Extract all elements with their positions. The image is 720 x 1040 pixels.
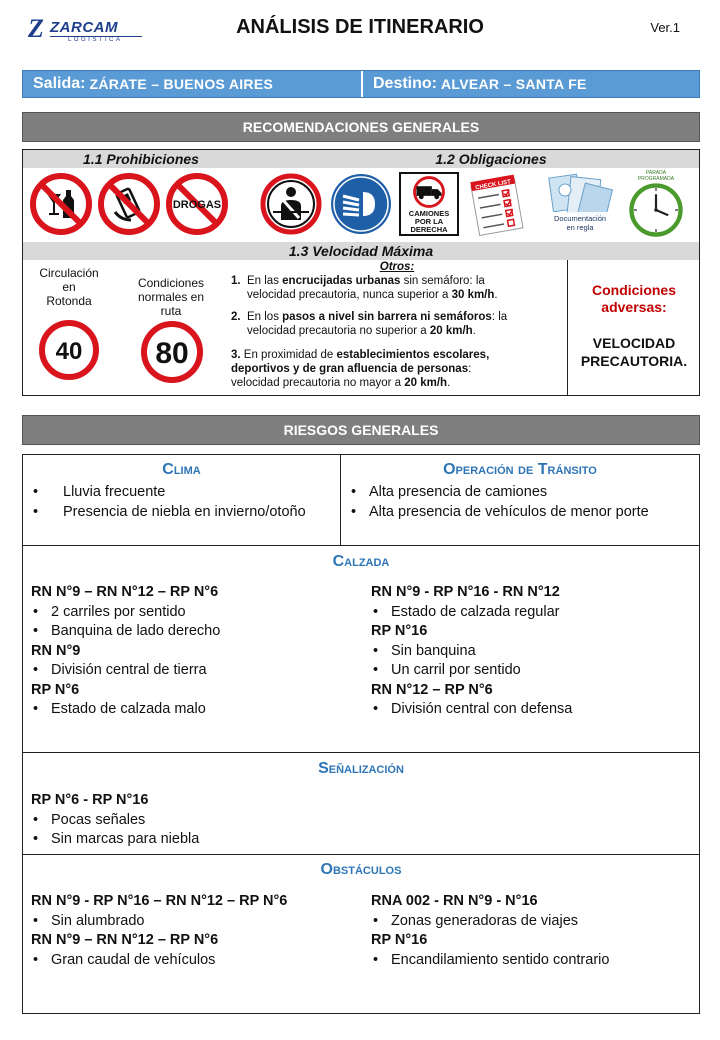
documents-icon xyxy=(547,172,613,236)
trucks-label-line: DERECHA xyxy=(410,225,448,234)
item-bold: pasos a nivel sin barrera ni semáforos xyxy=(282,311,492,323)
trucks-label-line: CAMIONES xyxy=(408,209,450,218)
seatbelt-icon xyxy=(259,172,323,236)
item-number: 3. xyxy=(231,349,241,361)
document-title: ANÁLISIS DE ITINERARIO xyxy=(236,16,484,38)
roundabout-label-line: Rotonda xyxy=(46,294,92,308)
road-heading: RN N°9 – RN N°12 – RP N°6 xyxy=(31,932,219,948)
checklist-label: CHECK LIST xyxy=(474,179,512,192)
clima-item: • Presencia de niebla en invierno/otoño xyxy=(31,503,306,523)
logo-subtitle: LOGISTICA xyxy=(68,37,123,43)
transito-title: Operación de Tránsito xyxy=(443,461,597,478)
item-bold: encrucijadas urbanas xyxy=(282,275,401,287)
others-item-3 xyxy=(231,348,567,390)
speed-limit-40-sign xyxy=(39,320,99,380)
calzada-item: • División central con defensa xyxy=(371,700,572,720)
company-logo xyxy=(28,16,140,46)
route-bar xyxy=(22,70,700,98)
calzada-item: • División central de tierra xyxy=(31,661,220,681)
destination-value: ALVEAR – SANTA FE xyxy=(441,76,587,92)
headlights-icon xyxy=(329,172,393,236)
clima-list xyxy=(31,483,306,522)
others-block xyxy=(227,260,567,389)
road-heading: RP N°16 xyxy=(371,932,428,948)
adverse-body-line: VELOCIDAD xyxy=(592,335,676,351)
adverse-title-line: Condiciones xyxy=(591,282,676,298)
documents-label-line: Documentación xyxy=(553,214,607,223)
documents-text xyxy=(547,214,613,232)
item-text: velocidad precautoria, nunca superior a xyxy=(247,289,452,301)
calzada-item: • 2 carriles por sentido xyxy=(31,603,220,623)
normal-label-line: ruta xyxy=(160,304,182,318)
obstaculos-item: • Gran caudal de vehículos xyxy=(31,951,287,971)
senalizacion-item: • Pocas señales xyxy=(31,811,199,831)
icons-row xyxy=(23,168,699,240)
recommendations-box xyxy=(22,149,700,396)
obstaculos-item: • Encandilamiento sentido contrario xyxy=(371,951,609,971)
normal-conditions-label xyxy=(127,276,215,318)
item-text: En las xyxy=(246,275,283,287)
max-speed-title: 1.3 Velocidad Máxima xyxy=(23,242,699,260)
documents-label-line: en regla xyxy=(566,223,594,232)
logo-mark: Z xyxy=(28,14,44,43)
risks-header: RIESGOS GENERALES xyxy=(22,415,700,445)
item-text: . xyxy=(494,289,498,301)
road-heading: RP N°6 xyxy=(31,681,80,698)
item-text: En los xyxy=(246,311,283,323)
item-bold: 20 km/h xyxy=(404,377,448,389)
item-bold: deportivos y de gran afluencia de personas xyxy=(231,363,469,375)
normal-label-line: Condiciones xyxy=(137,276,205,290)
transito-item: • Alta presencia de camiones xyxy=(349,483,649,503)
calzada-item: • Un carril por sentido xyxy=(371,661,572,681)
item-text: velocidad precautoria no superior a xyxy=(247,325,430,337)
roundabout-label xyxy=(29,266,109,308)
item-text: velocidad precautoria no mayor a xyxy=(231,377,405,389)
trucks-label-line: POR LA xyxy=(414,217,444,226)
item-bold: 20 km/h xyxy=(429,325,473,337)
stop-label xyxy=(623,170,689,182)
obstaculos-item: • Zonas generadoras de viajes xyxy=(371,912,609,932)
road-heading: RP N°6 - RP N°16 xyxy=(31,792,149,808)
origin-value: ZÁRATE – BUENOS AIRES xyxy=(89,76,274,92)
transito-item: • Alta presencia de vehículos de menor porte xyxy=(349,503,649,523)
drugs-label: DROGAS xyxy=(172,199,222,211)
item-text: En proximidad de xyxy=(243,349,337,361)
road-heading: RN N°9 xyxy=(31,642,81,659)
item-bold: establecimientos escolares, xyxy=(336,349,490,361)
adverse-body xyxy=(568,334,700,370)
trucks-right-icon xyxy=(399,172,459,236)
calzada-right xyxy=(371,583,572,720)
calzada-item: • Sin banquina xyxy=(371,642,572,662)
row-divider xyxy=(23,752,699,753)
normal-label-line: normales en xyxy=(137,290,205,304)
others-item-2 xyxy=(231,310,567,338)
obstaculos-title: Obstáculos xyxy=(320,861,402,878)
road-heading: RNA 002 - RN N°9 - N°16 xyxy=(371,893,538,909)
row-divider xyxy=(23,854,699,855)
row-divider xyxy=(23,545,699,546)
calzada-title: Calzada xyxy=(332,553,390,570)
adverse-conditions-box xyxy=(567,260,699,396)
senalizacion-list xyxy=(31,791,199,850)
calzada-item: • Estado de calzada malo xyxy=(31,700,220,720)
stop-label-line: PARADA xyxy=(645,170,667,176)
speed-limit-80-value: 80 xyxy=(155,337,189,370)
senalizacion-item: • Sin marcas para niebla xyxy=(31,830,199,850)
speed-limit-80-sign xyxy=(140,320,204,384)
item-number: 1. xyxy=(231,275,241,287)
item-text: sin semáforo: la xyxy=(400,275,485,287)
road-heading: RN N°9 - RP N°16 - RN N°12 xyxy=(371,584,560,600)
logo-name: ZARCAM xyxy=(50,19,118,36)
obstaculos-left xyxy=(31,892,287,970)
road-heading: RN N°9 – RN N°12 – RP N°6 xyxy=(31,584,219,600)
trucks-sign-text xyxy=(401,210,457,234)
no-phone-icon xyxy=(97,172,161,236)
calzada-left xyxy=(31,583,220,720)
clock-icon xyxy=(628,182,684,238)
obstaculos-item: • Sin alumbrado xyxy=(31,912,287,932)
version-label: Ver.1 xyxy=(650,20,680,35)
scheduled-stop-icon xyxy=(623,172,689,236)
item-bold: 30 km/h xyxy=(451,289,495,301)
route-destination xyxy=(363,71,587,97)
adverse-body-line: PRECAUTORIA. xyxy=(580,353,688,369)
prohibitions-title: 1.1 Prohibiciones xyxy=(83,151,199,167)
no-alcohol-icon xyxy=(29,172,93,236)
transito-list xyxy=(349,483,649,522)
obstaculos-right xyxy=(371,892,609,970)
adverse-title-line: adversas: xyxy=(601,299,667,315)
item-text: : xyxy=(468,363,472,375)
no-drugs-icon xyxy=(165,172,229,236)
truck-sign-icon xyxy=(402,175,456,209)
origin-label: Salida: xyxy=(33,75,86,92)
others-title: Otros: xyxy=(379,261,415,273)
stop-label-line: PROGRAMADA xyxy=(637,176,675,182)
road-heading: RN N°9 - RP N°16 – RN N°12 – RP N°6 xyxy=(31,893,288,909)
route-origin xyxy=(23,71,363,97)
risks-box xyxy=(22,454,700,1014)
item-text: . xyxy=(472,325,476,337)
roundabout-label-line: en xyxy=(62,280,76,294)
road-heading: RP N°16 xyxy=(371,623,428,639)
roundabout-label-line: Circulación xyxy=(39,266,99,280)
senalizacion-title: Señalización xyxy=(318,760,404,777)
clima-title: Clima xyxy=(162,461,201,478)
item-text: : la xyxy=(491,311,508,323)
checklist-icon xyxy=(465,172,529,236)
obligations-title: 1.2 Obligaciones xyxy=(435,151,547,167)
calzada-item: • Estado de calzada regular xyxy=(371,603,572,623)
speed-area xyxy=(23,260,699,396)
adverse-title xyxy=(568,282,700,316)
clima-item: • Lluvia frecuente xyxy=(31,483,306,503)
others-item-1 xyxy=(231,274,567,302)
destination-label: Destino: xyxy=(373,75,437,92)
item-number: 2. xyxy=(231,311,241,323)
recommendations-header: RECOMENDACIONES GENERALES xyxy=(22,112,700,142)
calzada-item: • Banquina de lado derecho xyxy=(31,622,220,642)
item-text: . xyxy=(447,377,451,389)
speed-limit-40-value: 40 xyxy=(55,338,83,365)
road-heading: RN N°12 – RP N°6 xyxy=(371,681,493,698)
